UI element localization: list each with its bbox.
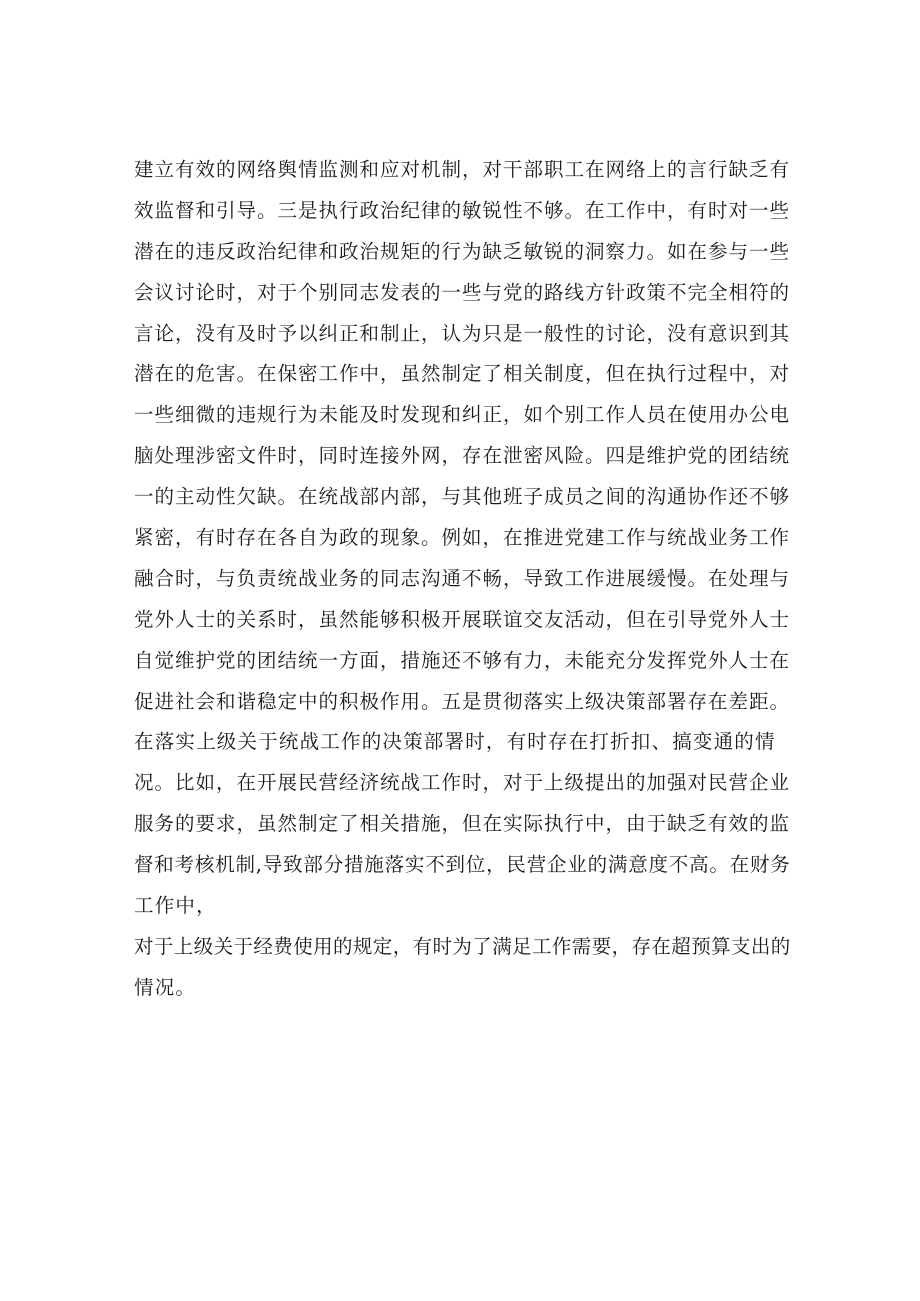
text-line: 脑处理涉密文件时，同时连接外网，存在泄密风险。四是维护党的团结统 [134,444,791,468]
text-line: 在落实上级关于统战工作的决策部署时，有时存在打折扣、搞变通的情 [134,730,776,754]
text-line: 紧密，有时存在各自为政的现象。例如，在推进党建工作与统战业务工作 [134,526,791,550]
text-line: 情况。 [134,975,197,999]
text-line: 一些细微的违规行为未能及时发现和纠正，如个别工作人员在使用办公电 [134,403,791,427]
text-line: 效监督和引导。三是执行政治纪律的敏锐性不够。在工作中，有时对一些 [134,198,791,222]
text-line: 督和考核机制,导致部分措施落实不到位，民营企业的满意度不高。在财务 [134,853,791,877]
text-line: 服务的要求，虽然制定了相关措施，但在实际执行中，由于缺乏有效的监 [134,812,791,836]
body-text [134,150,794,1009]
text-line: 自觉维护党的团结统一方面，措施还不够有力，未能充分发挥党外人士在 [134,648,791,672]
text-line: 况。比如，在开展民营经济统战工作时，对于上级提出的加强对民营企业 [134,771,791,795]
text-line: 党外人士的关系时，虽然能够积极开展联谊交友活动，但在引导党外人士 [134,607,791,631]
text-line: 建立有效的网络舆情监测和应对机制，对干部职工在网络上的言行缺乏有 [134,158,791,181]
text-line: 言论，没有及时予以纠正和制止，认为只是一般性的讨论，没有意识到其 [134,321,791,345]
text-line: 工作中， [134,894,217,918]
text-line: 促进社会和谐稳定中的积极作用。五是贯彻落实上级决策部署存在差距。 [134,689,791,713]
text-line: 会议讨论时，对于个别同志发表的一些与党的路线方针政策不完全相符的 [134,280,791,304]
text-line: 融合时，与负责统战业务的同志沟通不畅，导致工作进展缓慢。在处理与 [134,566,791,590]
text-line: 潜在的违反政治纪律和政治规矩的行为缺乏敏锐的洞察力。如在参与一些 [134,239,791,263]
text-line: 对于上级关于经费使用的规定，有时为了满足工作需要，存在超预算支出的 [134,934,791,958]
text-line: 一的主动性欠缺。在统战部内部，与其他班子成员之间的沟通协作还不够 [134,485,791,509]
text-line: 潜在的危害。在保密工作中，虽然制定了相关制度，但在执行过程中，对 [134,362,791,386]
